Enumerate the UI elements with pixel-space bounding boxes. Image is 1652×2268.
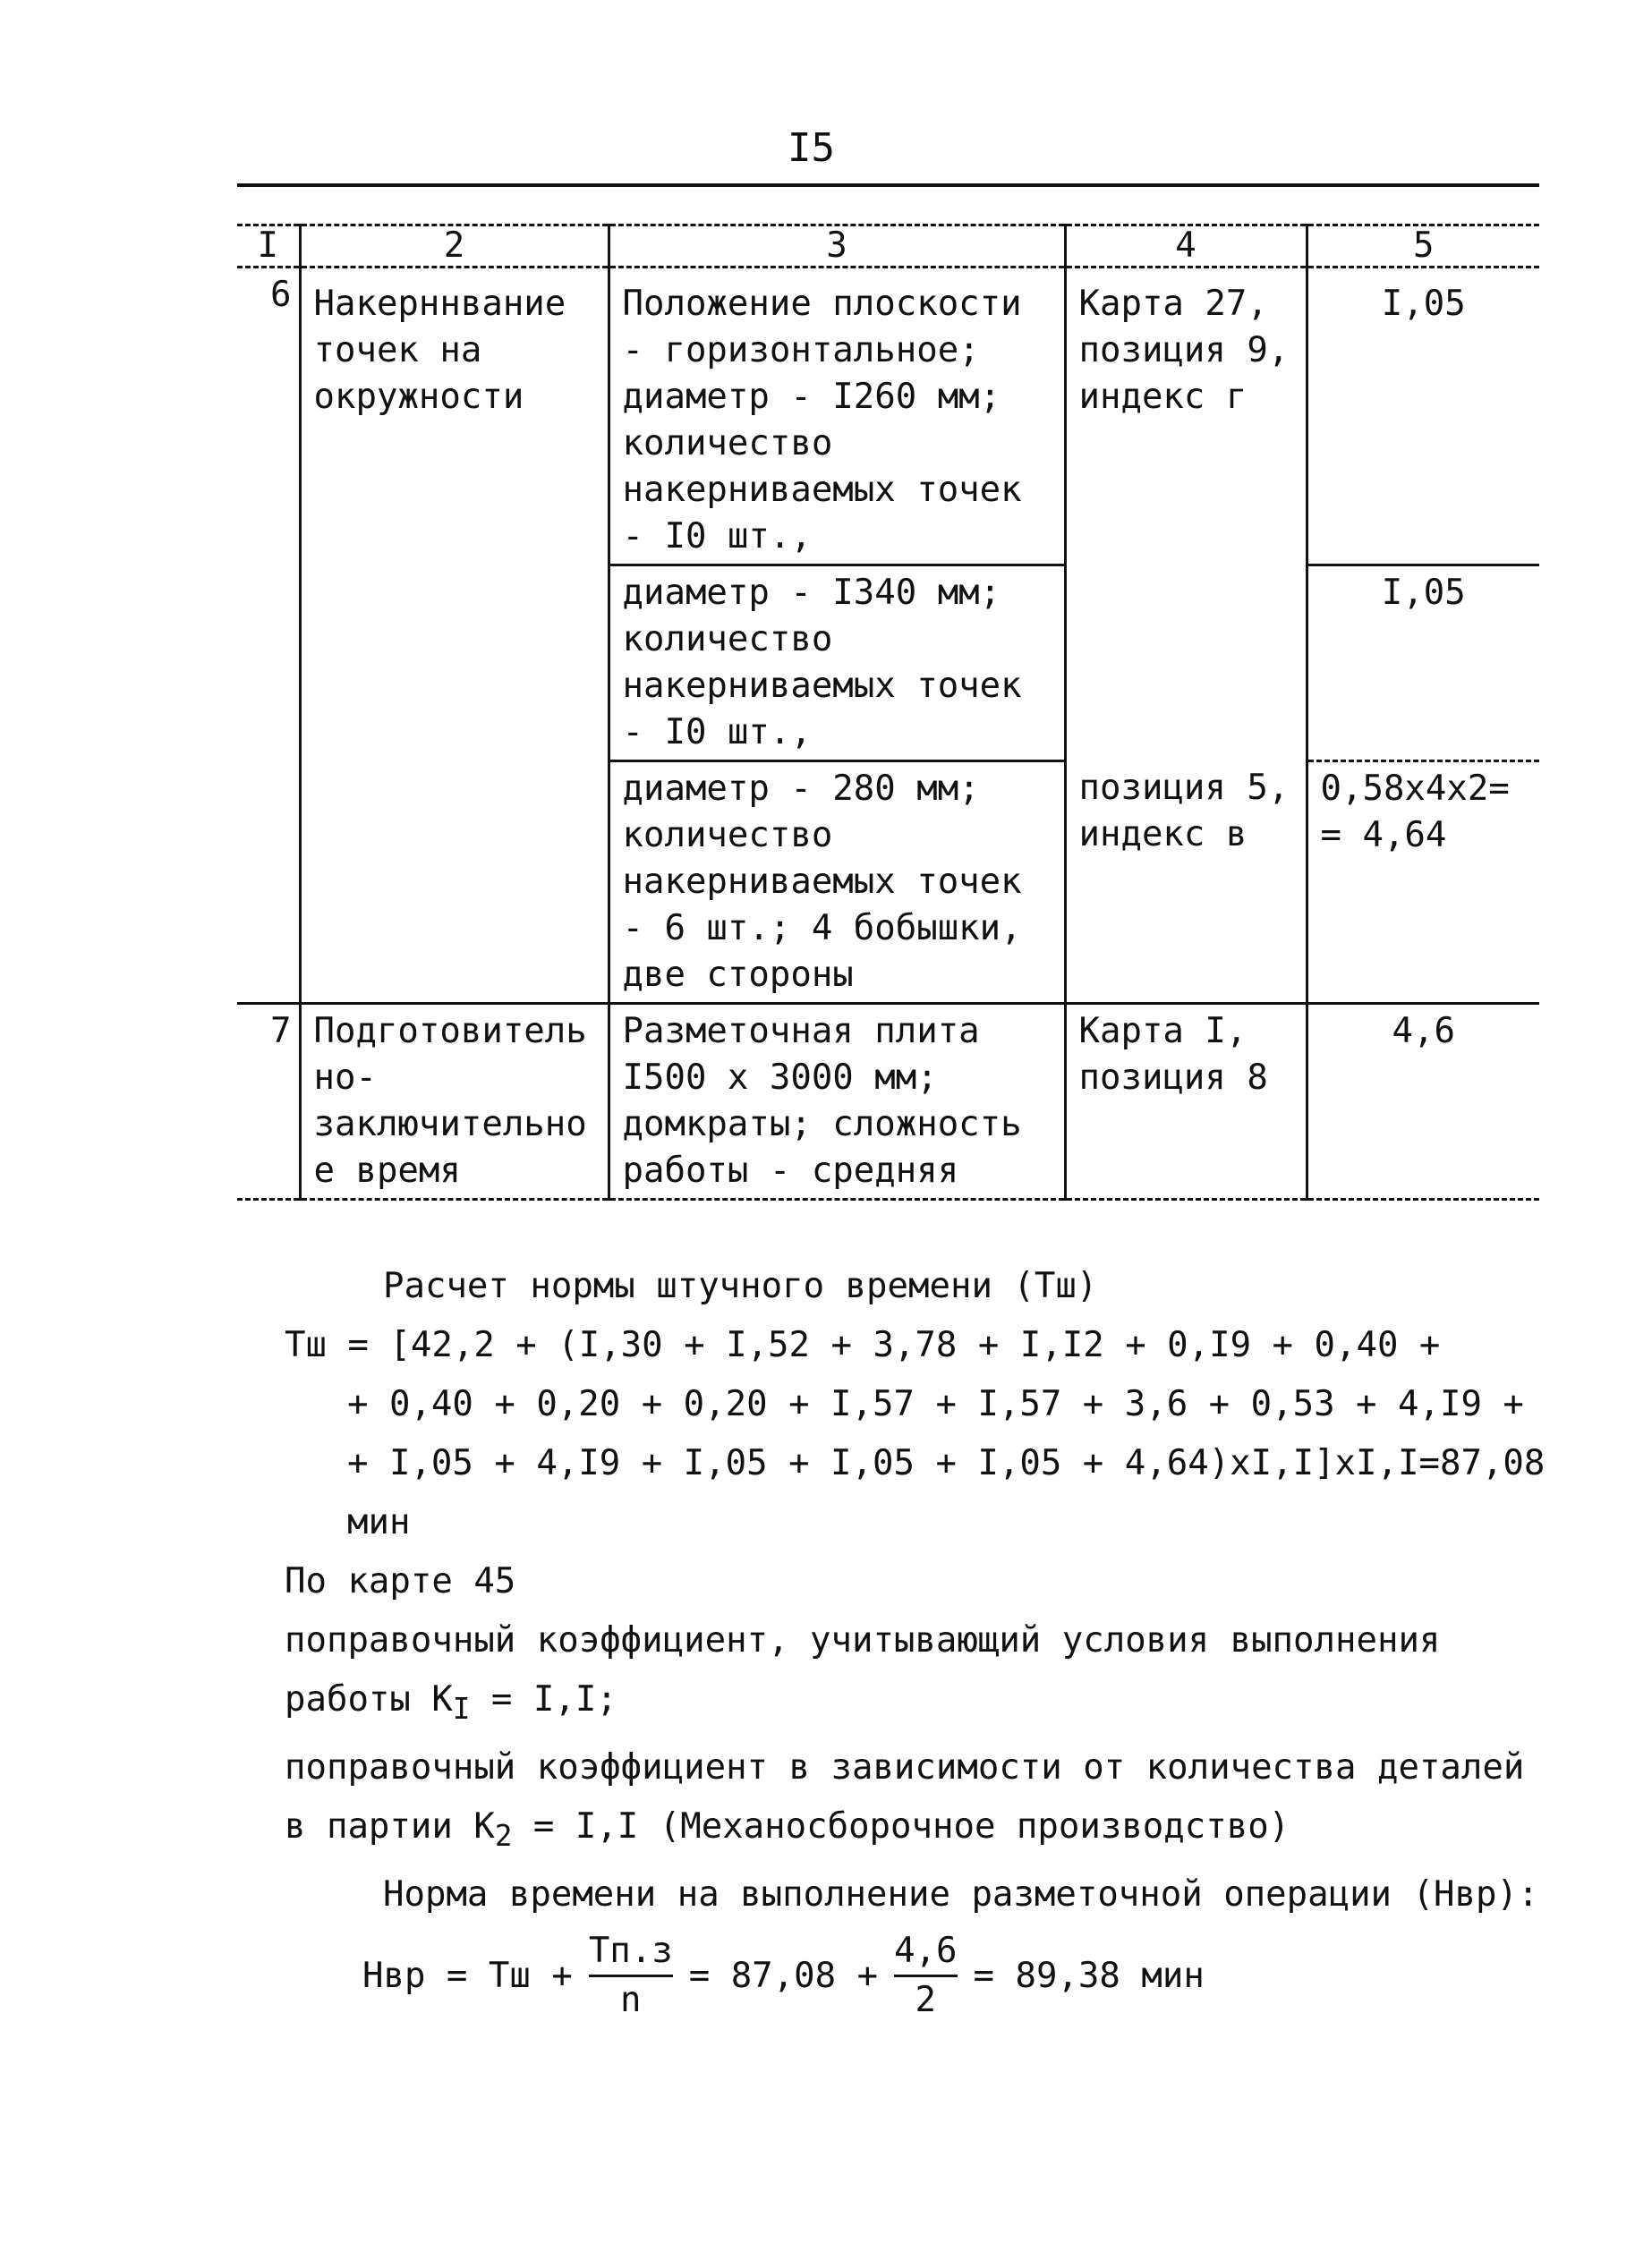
formula-line-2: + 0,40 + 0,20 + 0,20 + I,57 + I,57 + 3,6 + 0,53 + 4,I9 + — [347, 1384, 1524, 1424]
header-col-2: 2 — [300, 225, 609, 268]
k1-text: поправочный коэффициент, учитывающий условия выполнения работы К — [285, 1620, 1441, 1720]
fraction-prep-time — [589, 1928, 673, 2024]
final-lhs: Нвр = Тш + — [362, 1955, 573, 1996]
final-result: = 89,38 мин — [973, 1955, 1205, 1996]
fraction-prep-numerator: Тп.з — [588, 1931, 673, 1971]
formula-line-3: + I,05 + 4,I9 + I,05 + I,05 + I,05 + 4,64)хI,I]хI,I=87,08 мин — [347, 1443, 1546, 1542]
norms-table — [237, 224, 1539, 1201]
final-formula — [362, 1928, 1205, 2024]
norm-heading: Норма времени на выполнение разметочной операции (Нвр): — [383, 1873, 1539, 1915]
row6-sub2-value: I,05 — [1307, 565, 1539, 761]
k2-text: поправочный коэффициент в зависимости от количества деталей в партии К — [285, 1746, 1525, 1847]
k1-value: = I,I; — [490, 1679, 617, 1720]
k2-subscript: 2 — [494, 1818, 513, 1853]
row6-operation: Накерннвание точек на окружности — [300, 268, 609, 1004]
fraction-prep-denominator: n — [620, 1980, 642, 2020]
formula-line-1: Тш = [42,2 + (I,30 + I,52 + 3,78 + I,I2 + 0,I9 + 0,40 + — [285, 1325, 1441, 1365]
row6-sub3-reference: позиция 5, индекс в — [1065, 761, 1307, 1004]
header-col-5: 5 — [1307, 225, 1539, 268]
calc-heading: Расчет нормы штучного времени (Тш) — [383, 1266, 1098, 1306]
final-middle: = 87,08 + — [688, 1955, 879, 1996]
row6-sub1-conditions: Положение плоскости - горизонтальное; диаметр - I260 мм; количество накерниваемых точек - I0 шт., — [609, 268, 1065, 565]
top-rule — [237, 183, 1539, 187]
header-col-4: 4 — [1065, 225, 1307, 268]
k1-subscript: I — [452, 1691, 471, 1726]
row6-number: 6 — [237, 268, 300, 1004]
row7-reference: Карта I, позиция 8 — [1065, 1004, 1307, 1200]
table-header-row — [237, 225, 1539, 268]
row6-sub2-conditions: диаметр - I340 мм; количество накерниваемых точек - I0 шт., — [609, 565, 1065, 761]
card-reference: По карте 45 — [285, 1561, 516, 1601]
table-row — [237, 1004, 1539, 1200]
k1-paragraph — [285, 1611, 1555, 1738]
row7-value: 4,6 — [1307, 1004, 1539, 1200]
calculation-text — [285, 1257, 1555, 1924]
row6-sub3-conditions: диаметр - 280 мм; количество накерниваемых точек - 6 шт.; 4 бобышки, две стороны — [609, 761, 1065, 1004]
fraction-values-denominator: 2 — [915, 1980, 937, 2020]
header-col-1: I — [237, 225, 300, 268]
fraction-values-numerator: 4,6 — [894, 1931, 958, 1971]
row7-conditions: Разметочная плита I500 х 3000 мм; домкраты; сложность работы - средняя — [609, 1004, 1065, 1200]
fraction-values — [894, 1928, 957, 2024]
table-row — [237, 268, 1539, 565]
row7-number: 7 — [237, 1004, 300, 1200]
row6-sub1-reference: Карта 27, позиция 9, индекс г — [1065, 268, 1307, 761]
page-number: I5 — [788, 125, 835, 171]
k2-paragraph — [285, 1738, 1555, 1865]
row7-operation: Подготовительно-заключительное время — [300, 1004, 609, 1200]
k2-value: = I,I (Механосборочное производство) — [532, 1805, 1290, 1847]
row6-sub3-value: 0,58х4х2= = 4,64 — [1307, 761, 1539, 1004]
header-col-3: 3 — [609, 225, 1065, 268]
row6-sub1-value: I,05 — [1307, 268, 1539, 565]
